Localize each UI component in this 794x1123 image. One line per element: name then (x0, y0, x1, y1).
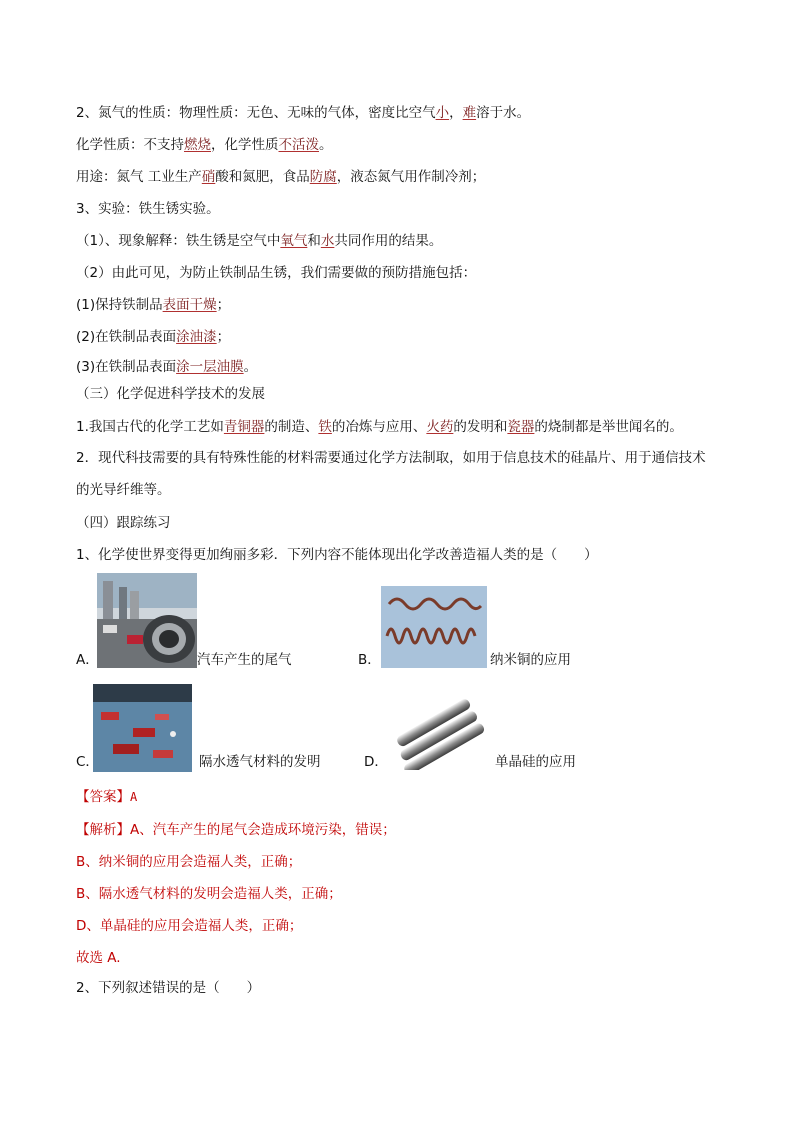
note-text: 化学性质：不支持 (76, 137, 184, 153)
fill-in-answer: 燃烧 (184, 137, 211, 153)
note-text: (2)在铁制品表面 (76, 329, 177, 345)
note-text: 和 (307, 233, 321, 249)
note-line (76, 328, 230, 346)
fill-in-answer: 水 (320, 233, 335, 249)
note-line (76, 449, 706, 467)
note-line (76, 418, 683, 436)
analysis-text: A、汽车产生的尾气会造成环境污染，错误； (130, 822, 396, 838)
fill-in-answer: 涂油漆 (176, 329, 217, 345)
note-text: 的制造、 (264, 419, 319, 435)
answer-line (76, 788, 137, 806)
note-text: （1）、现象解释：铁生锈是空气中 (76, 233, 281, 249)
analysis-line-3: B、隔水透气材料的发明会造福人类，正确； (76, 886, 342, 902)
option-a-image-car-exhaust (97, 573, 197, 668)
analysis-tag: 【解析】 (76, 822, 130, 838)
note-text: （2）由此可见，为防止铁制品生锈，我们需要做的预防措施包括： (76, 265, 477, 281)
note-text: 的冶炼与应用、 (331, 419, 427, 435)
note-text: 的发明和 (453, 419, 508, 435)
answer-tag: 【答案】 (76, 789, 130, 805)
note-text: 酸和氮肥，食品 (215, 169, 310, 185)
fill-in-answer: 小 (435, 105, 450, 121)
note-line (76, 296, 230, 314)
fill-in-answer: 瓷器 (507, 419, 535, 435)
option-a-letter: A． (76, 652, 99, 668)
answer-value: A (130, 790, 138, 804)
fill-in-answer: 铁 (318, 419, 332, 435)
note-text: （四）跟踪练习 (76, 515, 171, 531)
option-c-text: 隔水透气材料的发明 (199, 754, 321, 770)
option-c-image-breathable-material (93, 684, 192, 772)
option-c-letter: C． (76, 754, 99, 770)
option-d-letter: D． (364, 754, 388, 770)
note-line (76, 104, 530, 122)
note-line (76, 200, 220, 218)
note-text: (3)在铁制品表面 (76, 359, 177, 375)
note-text: ； (216, 297, 231, 313)
note-text: ， (449, 105, 463, 121)
option-d-text: 单晶硅的应用 (495, 754, 576, 770)
note-line (76, 232, 442, 250)
fill-in-answer: 表面干燥 (162, 297, 217, 313)
note-line (76, 385, 265, 403)
option-d-image-silicon-rods (385, 698, 493, 770)
note-text: 溶于水。 (476, 105, 531, 121)
note-text: 的光导纤维等。 (76, 482, 171, 498)
note-text: (1)保持铁制品 (76, 297, 163, 313)
option-b-image-nano-copper (381, 586, 487, 668)
note-line (76, 358, 257, 376)
fill-in-answer: 氧气 (280, 233, 308, 249)
question-2: 2、下列叙述错误的是（ ） (76, 980, 261, 996)
note-text: 1、化学使世界变得更加绚丽多彩．下列内容不能体现出化学改善造福人类的是（ ） (76, 547, 598, 563)
note-line (76, 136, 333, 154)
analysis-line-1 (76, 821, 396, 839)
note-line (76, 514, 171, 532)
note-text: 用途：氮气 工业生产 (76, 169, 202, 185)
fill-in-answer: 不活泼 (278, 137, 319, 153)
note-line (76, 264, 476, 282)
fill-in-answer: 涂一层油膜 (176, 359, 244, 375)
note-text: 。 (243, 359, 258, 375)
fill-in-answer: 青铜器 (223, 419, 265, 435)
note-text: 3、实验：铁生锈实验。 (76, 201, 220, 217)
fill-in-answer: 防腐 (309, 169, 337, 185)
analysis-line-2: B、纳米铜的应用会造福人类，正确； (76, 854, 302, 870)
note-text: （三）化学促进科学技术的发展 (76, 386, 265, 402)
analysis-line-5: 故选 A. (76, 950, 121, 966)
note-text: 共同作用的结果。 (334, 233, 443, 249)
option-b-text: 纳米铜的应用 (490, 652, 571, 668)
note-text: 2．现代科技需要的具有特殊性能的材料需要通过化学方法制取，如用于信息技术的硅晶片、用于通信技术 (76, 450, 706, 466)
option-b-letter: B． (358, 652, 381, 668)
note-line (76, 546, 598, 564)
note-text: ，液态氮气用作制冷剂； (336, 169, 486, 185)
fill-in-answer: 难 (462, 105, 477, 121)
fill-in-answer: 硝 (201, 169, 216, 185)
option-a-text: 汽车产生的尾气 (197, 652, 292, 668)
fill-in-answer: 火药 (426, 419, 454, 435)
note-text: 。 (319, 137, 333, 153)
analysis-line-4: D、单晶硅的应用会造福人类，正确； (76, 918, 303, 934)
note-text: 1.我国古代的化学工艺如 (76, 419, 224, 435)
note-text: ，化学性质 (211, 137, 279, 153)
note-line (76, 481, 171, 499)
note-text: ； (216, 329, 231, 345)
note-text: 的烧制都是举世闻名的。 (534, 419, 683, 435)
note-line (76, 168, 485, 186)
note-text: 2、氮气的性质：物理性质：无色、无味的气体，密度比空气 (76, 105, 436, 121)
